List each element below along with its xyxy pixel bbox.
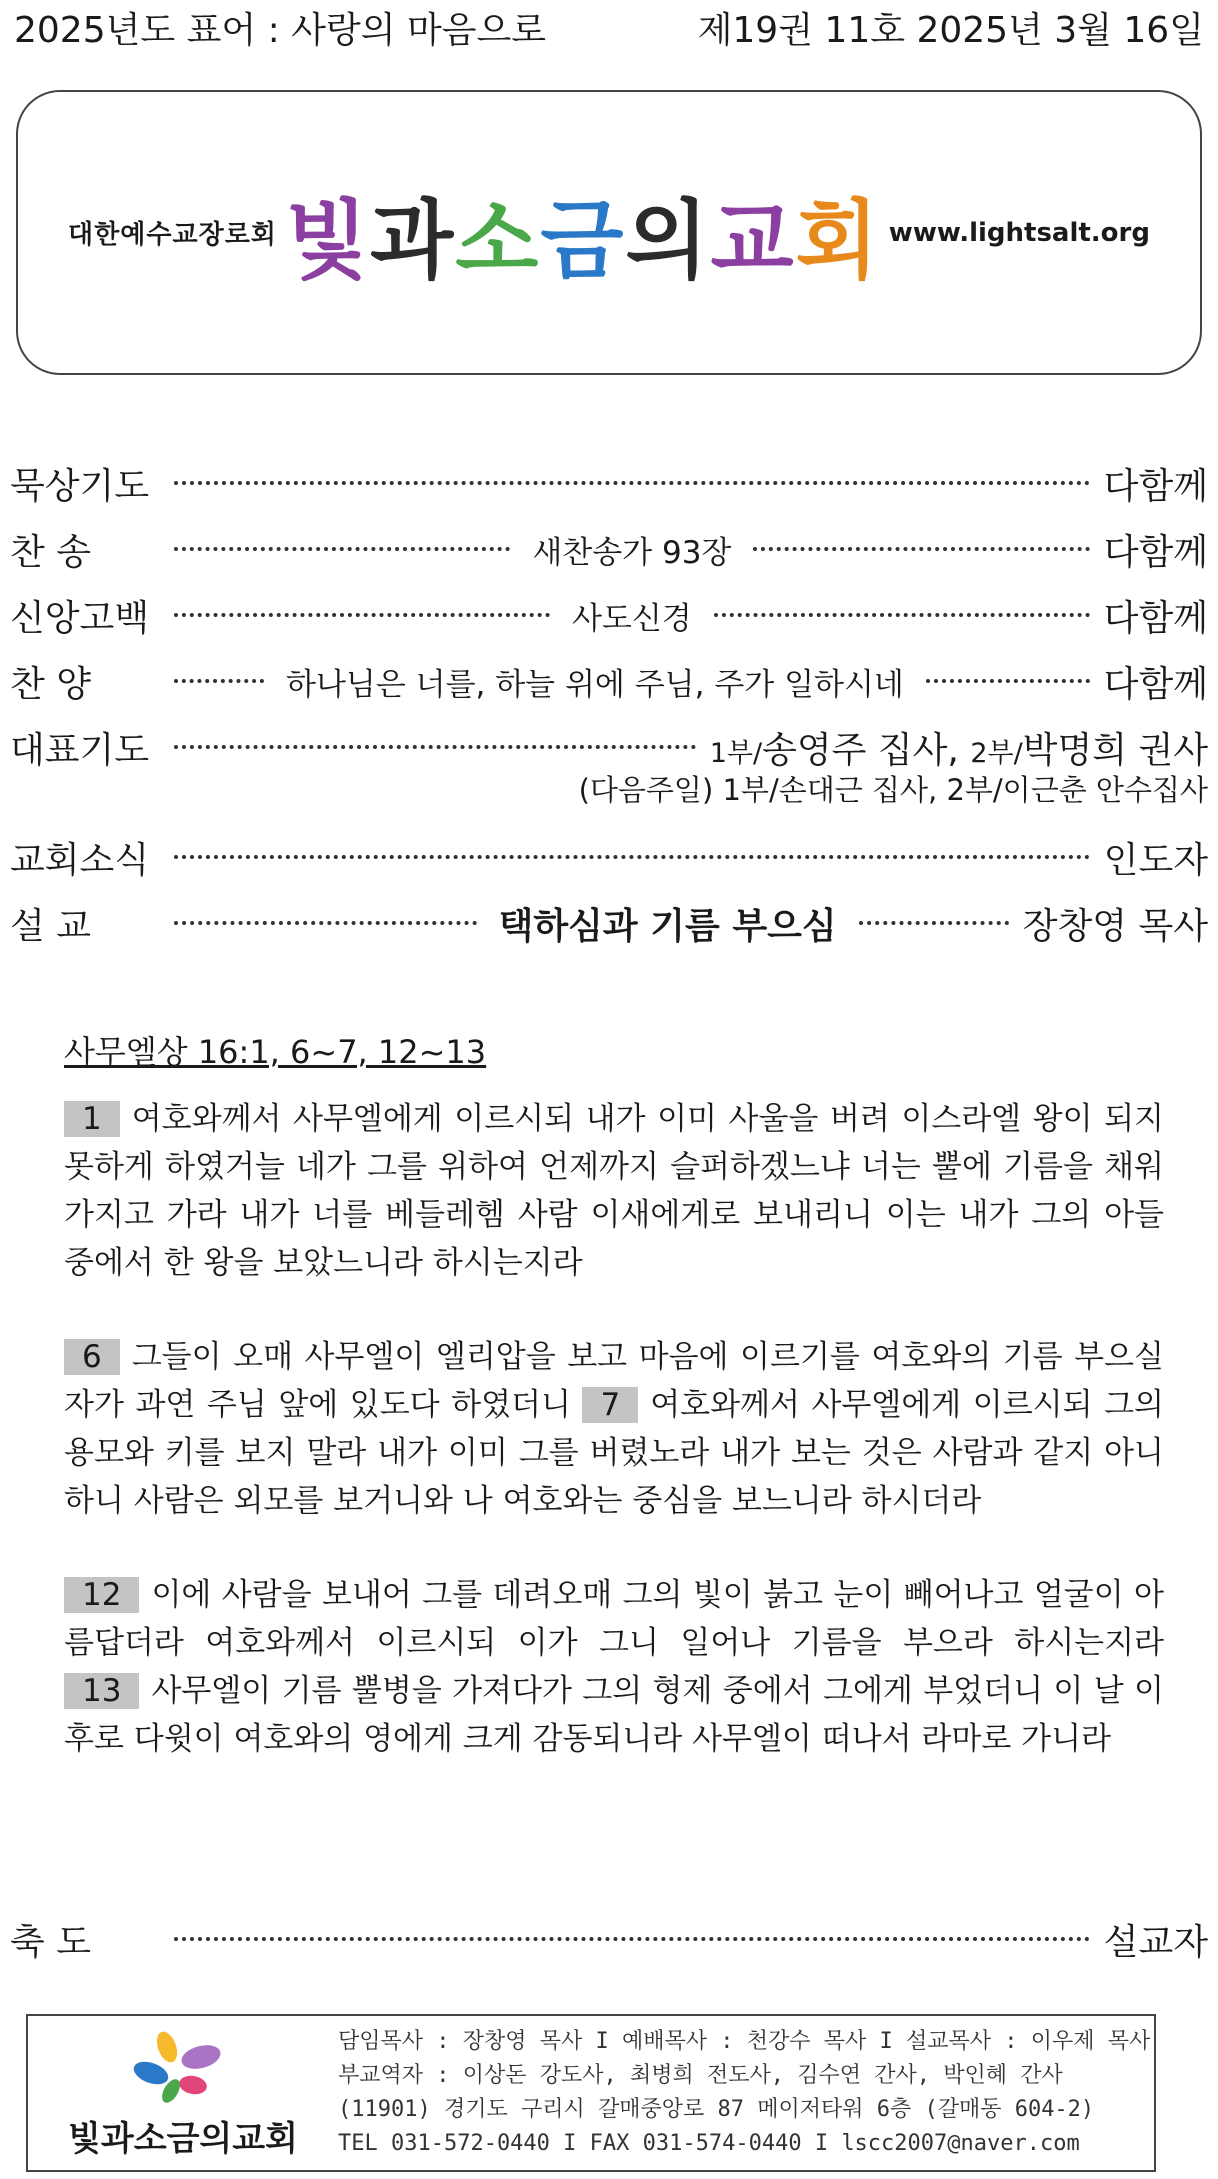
church-footer	[26, 2014, 1156, 2172]
order-row	[10, 1906, 1208, 1972]
order-content: 새찬송가 93장	[532, 534, 732, 571]
leader-dots	[174, 745, 696, 749]
verse-number: 13	[64, 1673, 139, 1709]
order-leader: 인도자	[1103, 839, 1208, 881]
scripture-paragraph	[64, 1333, 1164, 1525]
leader-dots	[174, 855, 1090, 859]
verse-number: 7	[582, 1387, 638, 1423]
leader-dots	[174, 547, 510, 551]
logo-char: 회	[795, 190, 881, 291]
order-leader: 다함께	[1103, 663, 1208, 705]
prayer-leaders	[710, 722, 1208, 773]
worship-order	[10, 450, 1208, 956]
leader-dots	[714, 613, 1090, 617]
order-content: 사도신경	[571, 600, 692, 637]
verse-text: 여호와께서 사무엘에게 이르시되 그의 용모와 키를 보지 말라 내가 이미 그를 버렸노라 내가 보는 것은 사람과 같지 아니하니 사람은 외모를 보거니와 나 여호와는 중심을 보느니라 하시더라	[64, 1387, 1164, 1519]
footer-logo	[28, 2027, 338, 2160]
verse-number: 12	[64, 1577, 139, 1613]
petal-logo-icon	[123, 2027, 243, 2107]
leader-dots	[174, 1937, 1090, 1941]
verse-text: 사무엘이 기름 뿔병을 가져다가 그의 형제 중에서 그에게 부었더니 이 날 이후로 다윗이 여호와의 영에게 크게 감동되니라 사무엘이 떠나서 라마로 가니라	[64, 1673, 1164, 1757]
order-label: 신앙고백	[10, 597, 150, 639]
order-label: 대표기도	[10, 729, 150, 771]
order-row	[10, 648, 1208, 714]
top-header	[14, 2, 1204, 52]
order-row	[10, 824, 1208, 890]
order-row	[10, 450, 1208, 516]
order-row	[10, 714, 1208, 780]
scripture-reference: 사무엘상 16:1, 6~7, 12~13	[64, 1033, 487, 1071]
footer-church-name: 빛과소금의교회	[68, 2118, 298, 2159]
denomination: 대한예수교장로회	[68, 220, 277, 250]
scripture-paragraph	[64, 1095, 1164, 1287]
leader-dots	[859, 921, 1009, 925]
order-leader: 장창영 목사	[1022, 905, 1208, 947]
order-row	[10, 890, 1208, 956]
order-label: 찬 송	[10, 531, 91, 573]
order-row	[10, 516, 1208, 582]
address-line: (11901) 경기도 구리시 갈매중앙로 87 메이저타워 6층 (갈매동 604-2)	[338, 2097, 1095, 2122]
prayer-leader-1: 송영주 집사,	[762, 729, 971, 771]
verse-text: 그들이 오매 사무엘이 엘리압을 보고 마음에 이르기를 여호와의 기름 부으실 자가 과연 주님 앞에 있도다 하였더니	[64, 1339, 1164, 1423]
church-banner	[16, 90, 1202, 375]
verse-text: 이에 사람을 보내어 그를 데려오매 그의 빛이 붉고 눈이 빼어나고 얼굴이 아름답더라 여호와께서 이르시되 이가 그니 일어나 기름을 부으라 하시는지라	[64, 1577, 1164, 1661]
prayer-leader-2: 박명희 권사	[1022, 729, 1208, 771]
logo-char: 소	[455, 190, 541, 291]
year-motto: 2025년도 표어 : 사랑의 마음으로	[14, 9, 547, 51]
staff-line: 부교역자 : 이상돈 강도사, 최병희 전도사, 김수연 간사, 박인혜 간사	[338, 2063, 1063, 2088]
logo-char: 빛	[285, 190, 371, 291]
order-leader: 다함께	[1103, 465, 1208, 507]
sermon-title: 택하심과 기름 부으심	[498, 905, 837, 947]
leader-dots	[174, 679, 264, 683]
order-leader: 설교자	[1103, 1921, 1208, 1963]
order-label: 축 도	[10, 1921, 91, 1963]
scripture-passage	[64, 1027, 1164, 1809]
order-leader: 다함께	[1103, 531, 1209, 573]
benediction	[10, 1906, 1208, 1972]
order-label: 찬 양	[10, 663, 91, 705]
church-logo-text	[285, 171, 881, 295]
leader-dots	[174, 481, 1090, 485]
contact-line: TEL 031-572-0440 I FAX 031-574-0440 I lscc2007@naver.com	[338, 2131, 1080, 2156]
order-row	[10, 582, 1208, 648]
order-leader: 다함께	[1103, 597, 1208, 639]
order-label: 교회소식	[10, 839, 150, 881]
service-1-tag: 1부/	[709, 737, 763, 769]
leader-dots	[174, 921, 477, 925]
logo-char: 금	[540, 190, 626, 291]
order-label: 묵상기도	[10, 465, 150, 507]
staff-line: 담임목사 : 장창영 목사 I 예배목사 : 천강수 목사 I 설교목사 : 이우제 목사	[338, 2029, 1151, 2054]
verse-text: 여호와께서 사무엘에게 이르시되 내가 이미 사울을 버려 이스라엘 왕이 되지 못하게 하였거늘 네가 그를 위하여 언제까지 슬퍼하겠느냐 너는 뿔에 기름을 채워 가지고 가라 내가 너를 베들레헴 사람 이새에게로 보내리니 이는 내가 그의 아들 중에서 한 왕을 보았느니라 하시는지라	[64, 1101, 1164, 1281]
issue-info: 제19권 11호 2025년 3월 16일	[697, 9, 1204, 51]
logo-char: 의	[625, 190, 711, 291]
leader-dots	[753, 547, 1089, 551]
scripture-paragraph	[64, 1571, 1164, 1763]
website-url: www.lightsalt.org	[888, 217, 1150, 248]
verse-number: 6	[64, 1339, 120, 1375]
order-content: 하나님은 너를, 하늘 위에 주님, 주가 일하시네	[286, 666, 904, 703]
service-2-tag: 2부/	[970, 737, 1023, 769]
logo-char: 교	[710, 190, 796, 291]
next-week-note: (다음주일) 1부/손대근 집사, 2부/이근춘 안수집사	[578, 773, 1208, 807]
footer-info	[338, 2025, 1150, 2161]
verse-number: 1	[64, 1101, 120, 1137]
leader-dots	[926, 679, 1090, 683]
leader-dots	[174, 613, 550, 617]
logo-char: 과	[370, 190, 456, 291]
order-label: 설 교	[10, 905, 91, 947]
